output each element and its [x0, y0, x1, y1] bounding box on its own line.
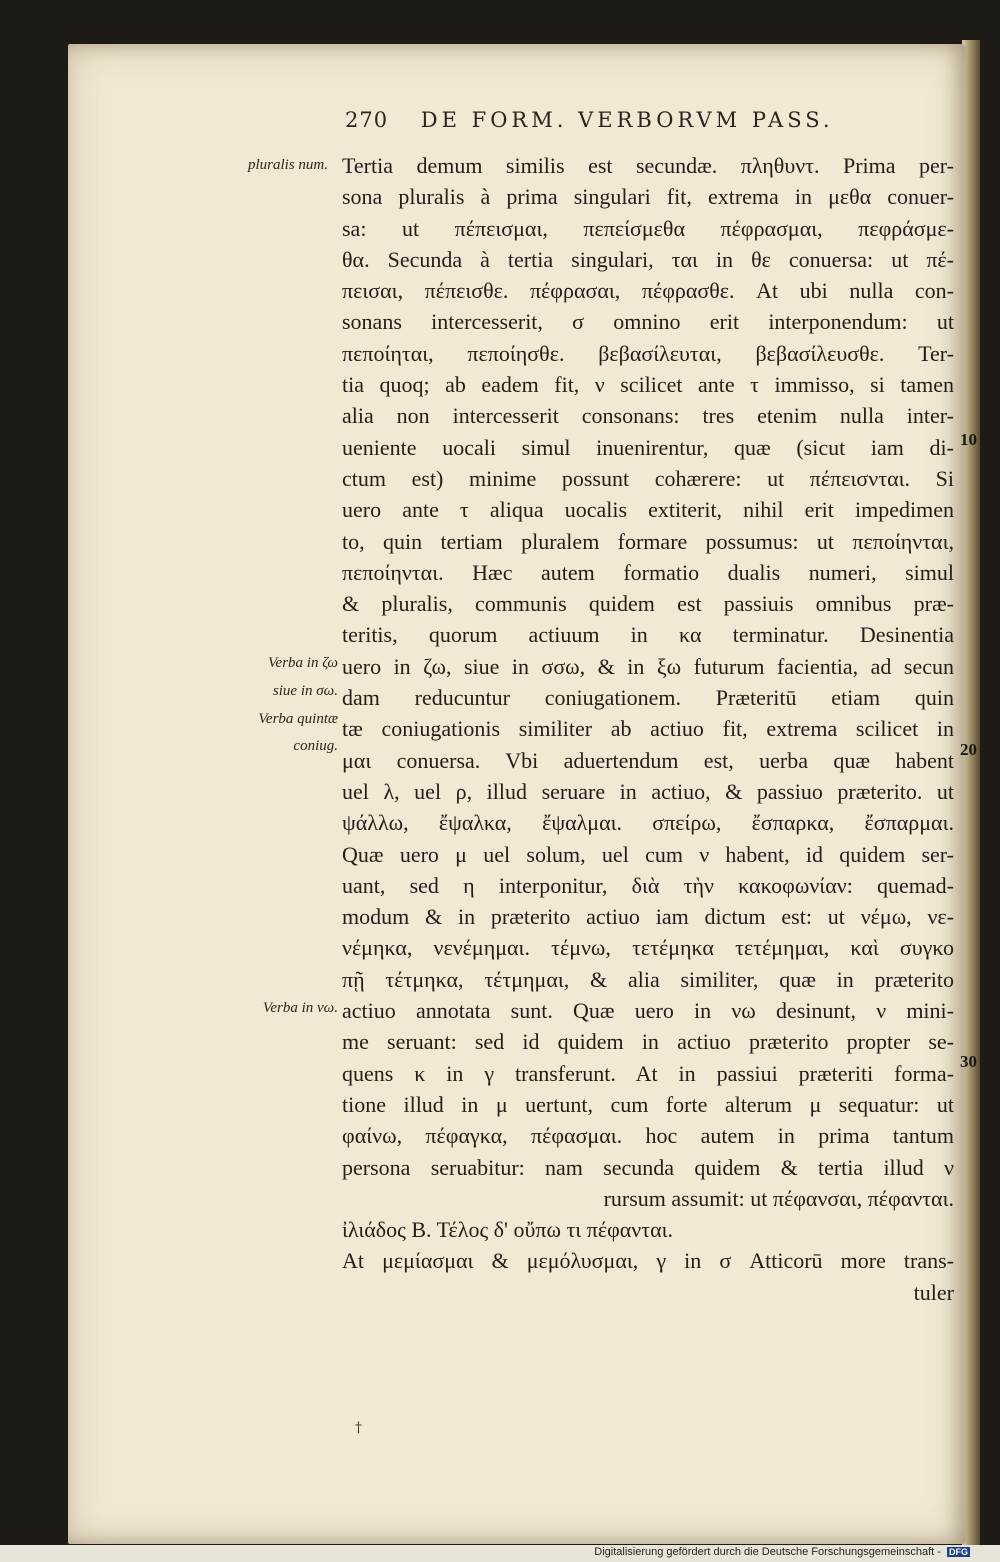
text-line: & pluralis, communis quidem est passiuis omnibus præ-: [342, 591, 954, 617]
running-title: DE FORM. VERBORVM PASS.: [420, 108, 834, 132]
dfg-logo-icon: DFG: [949, 1547, 968, 1558]
text-line: ψάλλω, ἔψαλκα, ἔψαλμαι. σπείρω, ἔσπαρκα, ἔσπαρμαι.: [342, 810, 954, 836]
text-line: sonans intercesserit, σ omnino erit interponendum: ut: [342, 309, 954, 335]
text-line: Quæ uero μ uel solum, uel cum ν habent, id quidem ser-: [342, 841, 954, 867]
text-line: alia non intercesserit consonans: tres etenim nulla inter-: [342, 403, 954, 429]
text-line: teritis, quorum actiuum in κα terminatur. Desinentia: [342, 622, 954, 648]
margin-note-siue-so: siue in σω.: [272, 683, 338, 699]
text-line: Tertia demum similis est secundæ. πληθυντ. Prima per-: [342, 153, 954, 178]
text-line: πεποίηνται. Hæc autem formatio dualis numeri, simul: [342, 559, 954, 585]
text-line: modum & in præterito actiuo iam dictum est: ut νέμω, νε-: [342, 904, 954, 930]
text-line: actiuo annotata sunt. Quæ uero in νω desinunt, ν mini-: [342, 998, 954, 1024]
text-line: μαι conuersa. Vbi aduertendum est, uerba quæ habent: [342, 747, 954, 773]
text-line: uero ante τ aliqua uocalis extiterit, nihil erit impedimen: [342, 497, 954, 523]
text-line: me seruant: sed id quidem in actiuo præterito propter se-: [342, 1029, 954, 1055]
text-line: sa: ut πέπεισμαι, πεπείσμεθα πέφρασμαι, πεφράσμε-: [342, 215, 954, 241]
text-line: rursum assumit: ut πέφανσαι, πέφανται.: [603, 1185, 954, 1211]
body-text: [342, 150, 954, 1308]
text-line: νέμηκα, νενέμημαι. τέμνω, τετέμηκα τετέμημαι, καὶ συγκο: [342, 935, 954, 961]
text-line: uel λ, uel ρ, illud seruare in actiuo, & passiuo præterito. ut: [342, 778, 954, 804]
text-line: ctum est) minime possunt cohærere: ut πέπεισνται. Si: [342, 465, 954, 491]
footer-credit: Digitalisierung gefördert durch die Deutsche Forschungsgemeinschaft -: [594, 1546, 941, 1558]
margin-note-verba-no: Verba in νω.: [262, 1000, 338, 1016]
text-line: πεποίηται, πεποίησθε. βεβασίλευται, βεβασίλευσθε. Ter-: [342, 340, 954, 366]
text-line: tione illud in μ uertunt, cum forte alterum μ sequatur: ut: [342, 1091, 954, 1117]
margin-note-verba-quintae: Verba quintæ: [258, 711, 338, 727]
line-number: 30: [960, 1052, 977, 1071]
text-line-quotation: ἰλιάδος Β. Τέλος δ' οὔπω τι πέφανται.: [342, 1217, 674, 1243]
margin-note-verba-zo: Verba in ζω: [268, 655, 338, 671]
text-line: θα. Secunda à tertia singulari, ται in θε conuersa: ut πέ-: [342, 246, 954, 272]
margin-note-pluralis: pluralis num.: [247, 157, 328, 173]
text-line: uant, sed η interponitur, διὰ τὴν κακοφωνίαν: quemad-: [342, 872, 954, 898]
margin-note-coniug: coniug.: [293, 738, 338, 754]
catchword: tuler: [913, 1279, 954, 1305]
text-line: tia quoq; ab eadem fit, ν scilicet ante τ immisso, si tamen: [342, 372, 954, 398]
text-line: to, quin tertiam pluralem formare possumus: ut πεποίηνται,: [342, 528, 954, 554]
ink-mark-icon: †: [355, 1420, 362, 1436]
text-line: quens κ in γ transferunt. At in passiui præteriti forma-: [342, 1060, 954, 1086]
running-head: [345, 108, 885, 142]
text-line: dam reducuntur coniugationem. Præteritū etiam quin: [342, 685, 954, 711]
text-line: uero in ζω, siue in σσω, & in ξω futurum facientia, ad secun: [342, 653, 954, 679]
text-line: πεισαι, πέπεισθε. πέφρασαι, πέφρασθε. At ubi nulla con-: [342, 278, 954, 304]
text-line: πῇ τέτμηκα, τέτμημαι, & alia similiter, quæ in præterito: [342, 966, 954, 992]
text-line: sona pluralis à prima singulari fit, extrema in μεθα conuer-: [342, 184, 954, 210]
line-number: 20: [960, 740, 977, 759]
text-line: φαίνω, πέφαγκα, πέφασμαι. hoc autem in prima tantum: [342, 1123, 954, 1149]
text-line: persona seruabitur: nam secunda quidem & tertia illud ν: [342, 1154, 954, 1180]
text-line: At μεμίασμαι & μεμόλυσμαι, γ in σ Atticorū more trans-: [342, 1248, 954, 1274]
line-number: 10: [960, 430, 977, 449]
text-line: tæ coniugationis similiter ab actiuo fit, extrema scilicet in: [342, 716, 954, 742]
text-line: ueniente uocali simul inuenirentur, quæ (sicut iam di-: [342, 434, 954, 460]
footer: [594, 1546, 970, 1558]
page-number: 270: [345, 108, 389, 132]
